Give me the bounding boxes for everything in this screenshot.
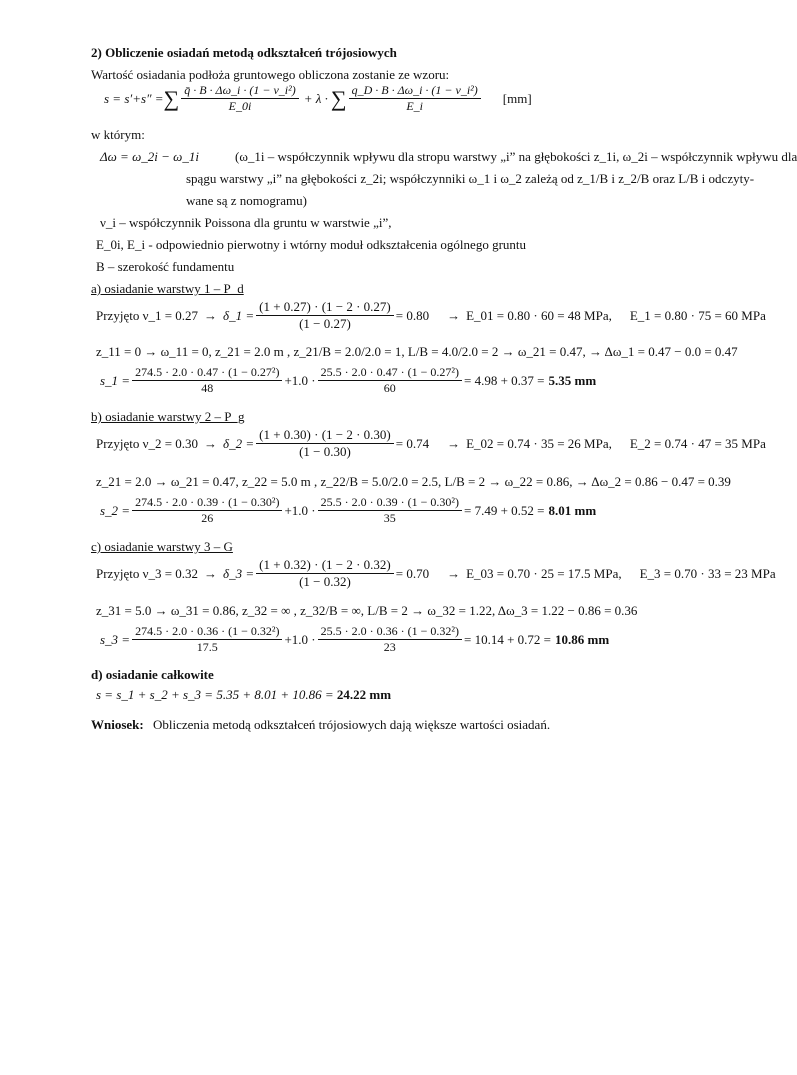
plus-lambda: + λ · [303,90,328,106]
layer1-s-num2: 25.5 · 2.0 · 0.47 · (1 − 0.27²) [318,366,462,381]
layer1-z-line: z_11 = 0 → ω_11 = 0, z_21 = 2.0 m , z_21/B = 2.0/2.0 = 1, L/B = 4.0/2.0 = 2 → ω_21 = 0.47, → Δω_1 = 0.47 − 0.0 = 0.47 [96,344,738,359]
layer2-przyjeto: Przyjęto ν_2 = 0.30 [96,435,199,451]
conclusion-label: Wniosek: [91,717,144,732]
unit-mm: [mm] [502,90,532,106]
main-formula-lhs: s = s′+s″ = [104,90,164,106]
main-den-1: E_0i [228,99,252,114]
layer3-z-line: z_31 = 5.0 → ω_31 = 0.86, z_32 = ∞ , z_32/B = ∞, L/B = 2 → ω_32 = 1.22, Δω_3 = 1.22 − 0.86 = 0.36 [96,603,638,618]
delta-omega-def: Δω = ω_2i − ω_1i [100,149,199,164]
main-formula [104,84,532,113]
main-den-2: E_i [406,99,424,114]
main-num-1: q̄ · B · Δω_i · (1 − ν_i²) [181,84,299,99]
layer2-s-num1: 274.5 · 2.0 · 0.39 · (1 − 0.30²) [132,496,282,511]
layer3-delta-res: = 0.70 [395,565,430,581]
total-heading: d) osiadanie całkowite [91,667,214,682]
layer1-E0: E_01 = 0.80 · 60 = 48 MPa, [466,307,612,323]
main-num-2: q_D · B · Δω_i · (1 − ν_i²) [349,84,481,99]
layer2-delta-num: (1 + 0.30) · (1 − 2 · 0.30) [256,428,394,444]
layer2-s-plus: +1.0 · [284,502,316,518]
layer1-heading: a) osiadanie warstwy 1 – P_d [91,281,244,296]
layer2-s-den2: 35 [383,511,396,526]
total-row [96,688,391,702]
layer3-s-num1: 274.5 · 2.0 · 0.36 · (1 − 0.32²) [132,625,282,640]
layer3-delta-num: (1 + 0.32) · (1 − 2 · 0.32) [256,558,394,574]
layer1-delta-num: (1 + 0.27) · (1 − 2 · 0.27) [256,300,394,316]
layer2-s-row [100,496,596,525]
layer3-s-num2: 25.5 · 2.0 · 0.36 · (1 − 0.32²) [318,625,462,640]
layer2-s-result: 8.01 mm [548,502,597,518]
layer2-delta-lhs: δ_2 = [223,435,255,451]
layer1-s-mid: = 4.98 + 0.37 = [463,372,545,388]
layer3-heading: c) osiadanie warstwy 3 – G [91,539,233,554]
intro-line: Wartość osiadania podłoża gruntowego obliczona zostanie ze wzoru: [91,67,450,82]
section-title: 2) Obliczenie osiadań metodą odkształceń trójosiowych [91,45,397,60]
layer2-s-num2: 25.5 · 2.0 · 0.39 · (1 − 0.30²) [318,496,462,511]
layer1-delta-row: Przyjęto ν_1 = 0.27 → δ_1 = $\frac{(1 + 0.27) \cdot (1 - 2 \cdot 0.27)}{(1 - 0.27)}$ = 0.80 → E_01 = 0.80 · 60 = 48 MPa, E_1 = 0.80 · 75 = 60 MPa [96,299,766,332]
layer3-s-mid: = 10.14 + 0.72 = [463,631,551,647]
sum-symbol-2: ∑ [330,85,347,111]
layer2-delta-res: = 0.74 [395,435,430,451]
layer3-E: E_3 = 0.70 · 33 = 23 MPa [639,565,776,581]
conclusion [91,718,550,732]
total-result: 24.22 mm [336,687,392,702]
layer2-E0: E_02 = 0.74 · 35 = 26 MPa, [466,435,612,451]
layer3-delta-row: Przyjęto ν_3 = 0.32 → δ_3 = $\frac{(1 + 0.32) \cdot (1 - 2 \cdot 0.32)}{(1 - 0.32)}$ = 0.70 → E_03 = 0.70 · 25 = 17.5 MPa, E_3 = 0.70 · 33 = 23 MPa [96,557,776,590]
layer3-s-lhs: s_3 = [100,631,131,647]
layer1-przyjeto: Przyjęto ν_1 = 0.27 [96,307,199,323]
layer1-delta-lhs: δ_1 = [223,307,255,323]
layer1-E: E_1 = 0.80 · 75 = 60 MPa [629,307,766,323]
layer1-s-result: 5.35 mm [548,372,597,388]
layer3-s-den1: 17.5 [196,640,218,655]
layer2-s-lhs: s_2 = [100,502,131,518]
layer3-s-den2: 23 [383,640,396,655]
layer2-delta-row: Przyjęto ν_2 = 0.30 → δ_2 = $\frac{(1 + 0.30) \cdot (1 - 2 \cdot 0.30)}{(1 - 0.30)}$ = 0.74 → E_02 = 0.74 · 35 = 26 MPa, E_2 = 0.74 · 47 = 35 MPa [96,427,766,460]
layer2-delta-den: (1 − 0.30) [299,444,351,460]
layer2-heading: b) osiadanie warstwy 2 – P_g [91,409,245,424]
layer3-s-result: 10.86 mm [554,631,610,647]
layer1-s-plus: +1.0 · [284,372,316,388]
delta-desc-3: wane są z nomogramu) [186,193,307,208]
layer1-delta-res: = 0.80 [395,307,430,323]
layer2-s-mid: = 7.49 + 0.52 = [463,502,545,518]
sum-symbol-1: ∑ [163,85,180,111]
delta-desc-2: spągu warstwy „i” na głębokości z_2i; współczynniki ω_1 i ω_2 zależą od z_1/B i z_2/B oraz L/B i odczyty- [186,171,755,186]
width-def: B – szerokość fundamentu [96,259,235,274]
layer3-delta-den: (1 − 0.32) [299,574,351,590]
layer1-s-num1: 274.5 · 2.0 · 0.47 · (1 − 0.27²) [132,366,282,381]
nu-def: ν_i – współczynnik Poissona dla gruntu w warstwie „i”, [100,215,392,230]
layer2-E: E_2 = 0.74 · 47 = 35 MPa [629,435,766,451]
layer1-s-lhs: s_1 = [100,372,131,388]
total-formula: s = s_1 + s_2 + s_3 = 5.35 + 8.01 + 10.86 = [96,687,334,702]
layer1-s-den2: 60 [383,381,396,396]
layer1-s-den1: 48 [201,381,214,396]
layer3-delta-lhs: δ_3 = [223,565,255,581]
w-ktorym: w którym: [91,127,145,142]
layer3-E0: E_03 = 0.70 · 25 = 17.5 MPa, [466,565,622,581]
layer3-s-row [100,625,609,654]
layer1-s-row [100,366,596,395]
layer2-s-den1: 26 [201,511,214,526]
layer3-s-plus: +1.0 · [284,631,316,647]
layer1-delta-den: (1 − 0.27) [299,316,351,332]
conclusion-text: Obliczenia metodą odkształceń trójosiowych dają większe wartości osiadań. [152,717,551,732]
layer3-przyjeto: Przyjęto ν_3 = 0.32 [96,565,199,581]
layer2-z-line: z_21 = 2.0 → ω_21 = 0.47, z_22 = 5.0 m , z_22/B = 5.0/2.0 = 2.5, L/B = 2 → ω_22 = 0.86, → Δω_2 = 0.86 − 0.47 = 0.39 [96,474,731,489]
moduli-def: E_0i, E_i - odpowiednio pierwotny i wtórny moduł odkształcenia ogólnego gruntu [96,237,527,252]
delta-desc-1: (ω_1i – współczynnik wpływu dla stropu warstwy „i” na głębokości z_1i, ω_2i – współczynnik wpływu dla [235,149,797,164]
